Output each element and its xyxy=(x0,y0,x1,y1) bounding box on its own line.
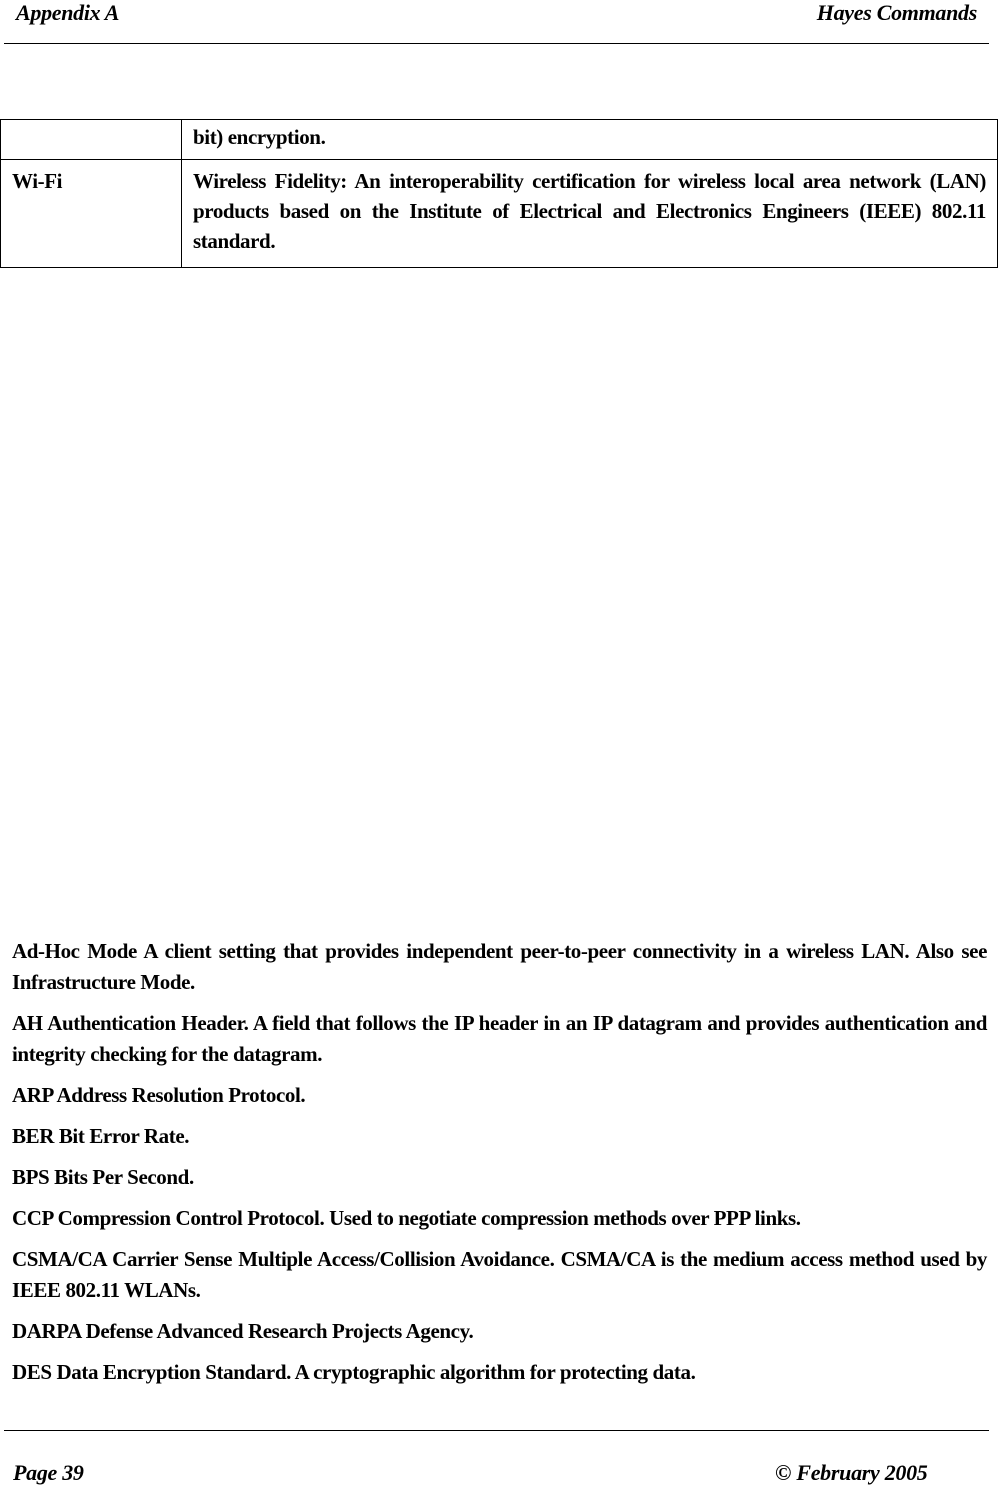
glossary-entry-arp: ARP Address Resolution Protocol. xyxy=(12,1083,306,1107)
copyright-date: © February 2005 xyxy=(775,1460,928,1485)
table-term-cell xyxy=(1,120,182,160)
table-definition-cell: Wireless Fidelity: An interoperability certification for wireless local area network (LAN) products based on the Institute of Electrical and Electronics Engineers (IEEE) 802.11 standard. xyxy=(182,160,998,268)
header-section-title: Appendix A xyxy=(16,0,120,25)
glossary-entry-ccp: CCP Compression Control Protocol. Used to negotiate compression methods over PPP links. xyxy=(12,1206,801,1230)
glossary-entry-des: DES Data Encryption Standard. A cryptographic algorithm for protecting data. xyxy=(12,1360,696,1384)
glossary-entry-ad-hoc-mode: Ad-Hoc Mode A client setting that provides independent peer-to-peer connectivity in a wireless LAN. Also see Infrastructure Mode. xyxy=(12,939,987,994)
glossary-entry-bps: BPS Bits Per Second. xyxy=(12,1165,194,1189)
table-term-cell: Wi-Fi xyxy=(1,160,182,268)
page-number: Page 39 xyxy=(13,1460,84,1485)
glossary-list xyxy=(12,936,987,1398)
glossary-entry-ah: AH Authentication Header. A field that follows the IP header in an IP datagram and provides authentication and integrity checking for the datagram. xyxy=(12,1011,987,1066)
table-definition-cell: bit) encryption. xyxy=(182,120,998,160)
table-row xyxy=(1,120,998,160)
header-divider xyxy=(4,43,989,44)
glossary-entry-darpa: DARPA Defense Advanced Research Projects Agency. xyxy=(12,1319,474,1343)
header-document-title: Hayes Commands xyxy=(816,0,977,25)
footer-divider xyxy=(4,1430,989,1431)
table-row xyxy=(1,160,998,268)
glossary-table xyxy=(0,119,998,268)
glossary-entry-ber: BER Bit Error Rate. xyxy=(12,1124,190,1148)
glossary-entry-csma-ca: CSMA/CA Carrier Sense Multiple Access/Collision Avoidance. CSMA/CA is the medium access method used by IEEE 802.11 WLANs. xyxy=(12,1247,987,1302)
